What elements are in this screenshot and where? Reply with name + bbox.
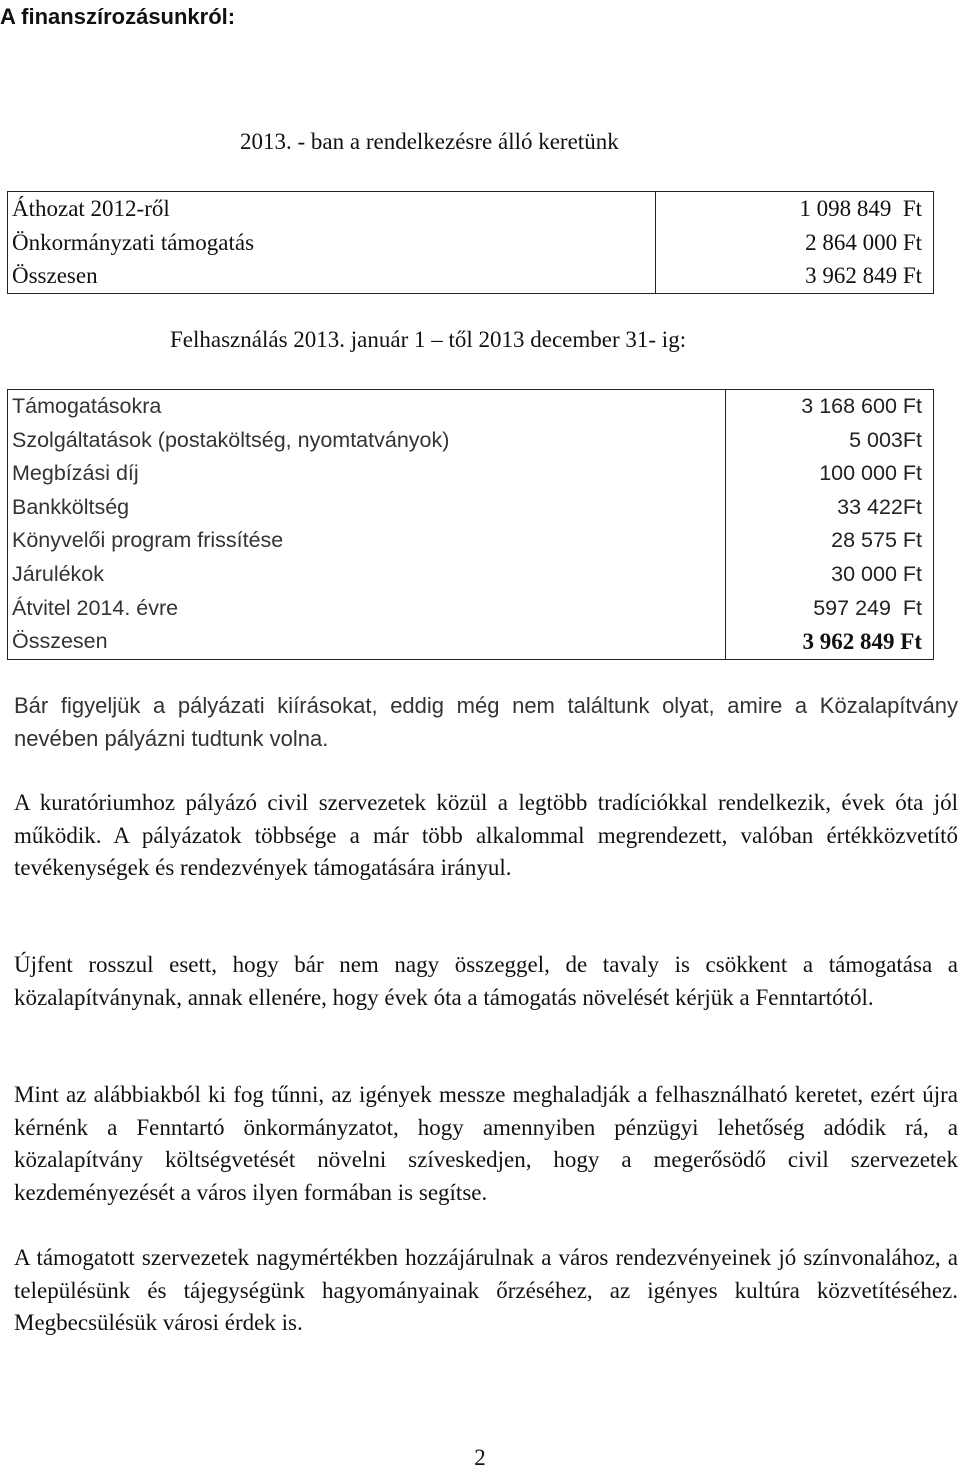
budget-row-value: 1 098 849 Ft — [799, 196, 922, 221]
usage-row-label: Járulékok — [12, 561, 105, 586]
usage-row-value: 100 000 Ft — [819, 461, 922, 486]
usage-caption: Felhasználás 2013. január 1 – től 2013 december 31- ig: — [170, 327, 687, 352]
usage-row-value: 30 000 Ft — [831, 561, 922, 586]
budget-row-label: Önkormányzati támogatás — [12, 229, 255, 255]
paragraph: Újfent rosszul esett, hogy bár nem nagy összeggel, de tavaly is csökkent a támogatása a közalapítványnak, annak ellenére, hogy évek óta a támogatás növelését kérjük a Fenntartótól. — [14, 952, 958, 1010]
usage-row-value: 597 249 Ft — [813, 595, 922, 620]
usage-table-row — [8, 390, 934, 660]
budget-row-label: Áthozat 2012-ről — [12, 196, 170, 221]
usage-row-label: Átvitel 2014. évre — [12, 595, 179, 620]
page-number: 2 — [474, 1445, 486, 1470]
usage-row-label: Szolgáltatások (postaköltség, nyomtatványok) — [12, 427, 450, 452]
budget-caption: 2013. - ban a rendelkezésre álló keretünk — [240, 129, 619, 154]
usage-row-value: 3 168 600 Ft — [801, 394, 922, 418]
page-title: A finanszírozásunkról: — [0, 4, 236, 29]
usage-labels-cell — [8, 390, 726, 660]
usage-row-label: Támogatásokra — [12, 394, 162, 418]
usage-row-value: 5 003Ft — [849, 427, 922, 452]
usage-row-value: 33 422Ft — [837, 494, 922, 519]
budget-labels-cell — [8, 192, 656, 294]
budget-table — [7, 191, 934, 294]
budget-row-value: 3 962 849 Ft — [805, 263, 922, 288]
usage-total-value: 3 962 849 Ft — [802, 629, 922, 655]
budget-row-label: Összesen — [12, 263, 98, 288]
usage-row-value: 28 575 Ft — [831, 528, 922, 553]
budget-values-cell — [656, 192, 934, 294]
paragraph: Bár figyeljük a pályázati kiírásokat, eddig még nem találtunk olyat, amire a Közalapítvány nevében pályázni tudtunk volna. — [14, 693, 958, 751]
budget-row-value: 2 864 000 Ft — [805, 229, 922, 255]
usage-row-label: Könyvelői program frissítése — [12, 528, 284, 553]
usage-total-label: Összesen — [12, 629, 108, 654]
usage-values-cell — [725, 390, 933, 660]
usage-row-label: Bankköltség — [12, 494, 130, 519]
usage-table — [7, 389, 934, 660]
budget-table-row — [8, 192, 934, 294]
paragraph: A kuratóriumhoz pályázó civil szervezetek közül a legtöbb tradíciókkal rendelkezik, évek óta jól működik. A pályázatok többsége a már több alkalommal megrendezett, valóban értékközvetítő tevékenységek és rendezvények támogatására irányul. — [14, 790, 958, 881]
paragraph: Mint az alábbiakból ki fog tűnni, az igények messze meghaladják a felhasználható keretet, ezért újra kérnénk a Fenntartó önkormányzatot, hogy amennyiben pénzügyi lehetőség adódik rá, a közalapítvány költségvetését növelni szíveskedjen, hogy a megerősödő civil szervezetek kezdeményezését a város ilyen formában is segítse. — [14, 1082, 958, 1205]
paragraph: A támogatott szervezetek nagymértékben hozzájárulnak a város rendezvényeinek jó színvonalához, a településünk és tájegységünk hagyományainak őrzéséhez, az igényes kultúra közvetítéséhez. Megbecsülésük városi érdek is. — [14, 1245, 958, 1336]
usage-row-label: Megbízási díj — [12, 461, 139, 486]
